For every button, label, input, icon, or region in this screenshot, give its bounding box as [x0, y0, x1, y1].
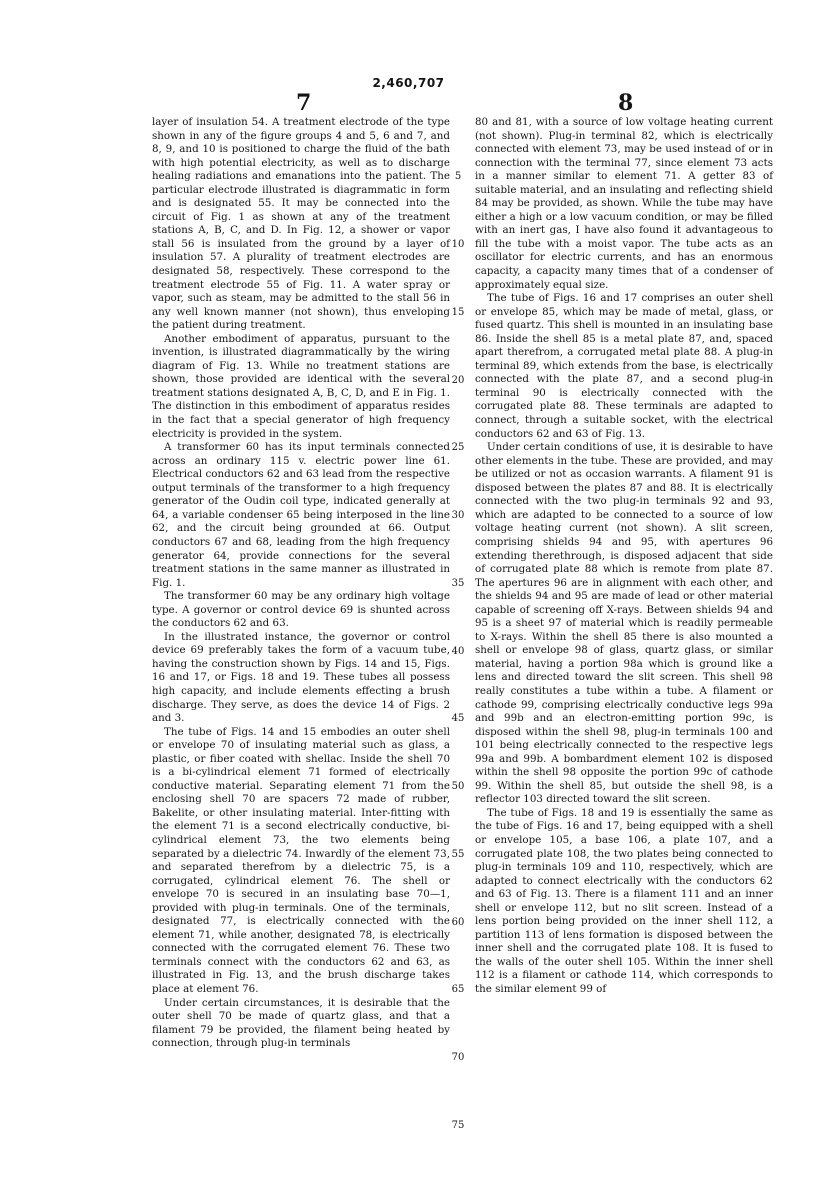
line-number: 50 — [451, 781, 465, 792]
line-number: 10 — [451, 239, 465, 250]
line-number: 15 — [451, 307, 465, 318]
line-number: 55 — [451, 849, 465, 860]
left-paragraph-3: A transformer 60 has its input terminals connected across an ordinary 115 v. electric power line 61. Electrical conductors 62 and 63 lead from the respective output terminals of the transformer to a high frequency generator of the Oudin coil type, indicated generally at 64, a variable condenser 65 being interposed in the line 62, and the circuit being grounded at 66. Output conductors 67 and 68, leading from the high frequency generator 64, provide connections for the several treatment stations in the same manner as illustrated in Fig. 1. — [152, 441, 450, 589]
line-number: 40 — [451, 646, 465, 657]
left-paragraph-7: Under certain circumstances, it is desirable that the outer shell 70 be made of quartz glass, and that a filament 79 be provided, the filament being heated by connection, through plug-in terminals — [152, 996, 450, 1050]
left-paragraph-1: layer of insulation 54. A treatment electrode of the type shown in any of the figure groups 4 and 5, 6 and 7, and 8, 9, and 10 is positioned to charge the fluid of the bath with high potential electricity, as well as to discharge healing radiations and emanations into the patient. The particular electrode illustrated is diagrammatic in form and is designated 55. It may be connected into the circuit of Fig. 1 as shown at any of the treatment stations A, B, C, and D. In Fig. 12, a shower or vapor stall 56 is insulated from the ground by a layer of insulation 57. A plurality of treatment electrodes are designated 58, respectively. These correspond to the treatment electrode 55 of Fig. 11. A water spray or vapor, such as steam, may be admitted to the stall 56 in any well known manner (not shown), thus enveloping the patient during treatment. — [152, 116, 450, 332]
line-number: 70 — [451, 1052, 465, 1063]
line-number: 60 — [451, 917, 465, 928]
left-paragraph-4: The transformer 60 may be any ordinary high voltage type. A governor or control device 69 is shunted across the conductors 62 and 63. — [152, 590, 450, 630]
margin-line-numbers — [448, 116, 472, 1196]
left-paragraph-6: The tube of Figs. 14 and 15 embodies an outer shell or envelope 70 of insulating material such as glass, a plastic, or fiber coated with shellac. Inside the shell 70 is a bi-cylindrical element 71 formed of electrically conductive material. Separating element 71 from the enclosing shell 70 are spacers 72 made of rubber, Bakelite, or other insulating material. Inter-fitting with the element 71 is a second electrically conductive, bi-cylindrical element 73, the two elements being separated by a dielectric 74. Inwardly of the element 73, and separated therefrom by a dielectric 75, is a corrugated, cylindrical element 76. The shell or envelope 70 is secured in an insulating base 70—1, provided with plug-in terminals. One of the terminals, designated 77, is electrically connected with the element 71, while another, designated 78, is electrically connected with the corrugated element 76. These two terminals connect with the conductors 62 and 63, as illustrated in Fig. 13, and the brush discharge takes place at element 76. — [152, 725, 450, 995]
right-paragraph-3: Under certain conditions of use, it is desirable to have other elements in the tube. These are provided, and may be utilized or not as occasion warrants. A filament 91 is disposed between the plates 87 and 88. It is electrically connected with the two plug-in terminals 92 and 93, which are adapted to be connected to a source of low voltage heating current (not shown). A slit screen, comprising shields 94 and 95, with apertures 96 extending therethrough, is disposed adjacent that side of corrugated plate 88 which is remote from plate 87. The apertures 96 are in alignment with each other, and the shields 94 and 95 are made of lead or other material capable of screening off X-rays. Between shields 94 and 95 is a sheet 97 of material which is readily permeable to X-rays. Within the shell 85 there is also mounted a shell or envelope 98 of glass, quartz glass, or similar material, having a portion 98a which is ground like a lens and directed toward the slit screen. This shell 98 really constitutes a tube within a tube. A filament or cathode 99, comprising electrically conductive legs 99a and 99b and an electron-emitting portion 99c, is disposed within the shell 98, plug-in terminals 100 and 101 being electrically connected to the respective legs 99a and 99b. A bombardment element 102 is disposed within the shell 98 opposite the portion 99c of cathode 99. Within the shell 85, but outside the shell 98, is a reflector 103 directed toward the slit screen. — [475, 441, 773, 806]
right-paragraph-4: The tube of Figs. 18 and 19 is essentially the same as the tube of Figs. 16 and 17, being equipped with a shell or envelope 105, a base 106, a plate 107, and a corrugated plate 108, the two plates being connected to plug-in terminals 109 and 110, respectively, which are adapted to connect electrically with the conductors 62 and 63 of Fig. 13. There is a filament 111 and an inner shell or envelope 112, but no slit screen. Instead of a lens portion being provided on the inner shell 112, a partition 113 of lens formation is disposed between the inner shell and the corrugated plate 108. It is fused to the walls of the outer shell 105. Within the inner shell 112 is a filament or cathode 114, which corresponds to the similar element 99 of — [475, 806, 773, 995]
right-column-number: 8 — [618, 90, 634, 116]
line-number: 5 — [454, 171, 462, 182]
right-paragraph-1: 80 and 81, with a source of low voltage heating current (not shown). Plug-in terminal 82, which is electrically connected with element 73, may be used instead of or in connection with the terminal 77, since element 73 acts in a manner similar to element 71. A getter 83 of suitable material, and an insulating and reflecting shield 84 may be provided, as shown. While the tube may have either a high or a low vacuum condition, or may be filled with an inert gas, I have also found it advantageous to fill the tube with a moist vapor. The tube acts as an oscillator for electric currents, and has an enormous capacity, a capacity many times that of a condenser of approximately equal size. — [475, 116, 773, 291]
right-text-column — [475, 116, 773, 997]
left-paragraph-2: Another embodiment of apparatus, pursuant to the invention, is illustrated diagrammatically by the wiring diagram of Fig. 13. While no treatment stations are shown, those provided are identical with the several treatment stations designated A, B, C, D, and E in Fig. 1. The distinction in this embodiment of apparatus resides in the fact that a special generator of high frequency electricity is provided in the system. — [152, 332, 450, 440]
line-number: 30 — [451, 510, 465, 521]
line-number: 75 — [451, 1120, 465, 1131]
line-number: 20 — [451, 375, 465, 386]
line-number: 45 — [451, 713, 465, 724]
line-number: 65 — [451, 984, 465, 995]
left-paragraph-5: In the illustrated instance, the governor or control device 69 preferably takes the form of a vacuum tube, having the construction shown by Figs. 14 and 15, Figs. 16 and 17, or Figs. 18 and 19. These tubes all possess high capacity, and include elements effecting a brush discharge. They serve, as does the device 14 of Figs. 2 and 3. — [152, 630, 450, 725]
line-number: 35 — [451, 578, 465, 589]
right-paragraph-2: The tube of Figs. 16 and 17 comprises an outer shell or envelope 85, which may be made of metal, glass, or fused quartz. This shell is mounted in an insulating base 86. Inside the shell 85 is a metal plate 87, and, spaced apart therefrom, a corrugated metal plate 88. A plug-in terminal 89, which extends from the base, is electrically connected with the plate 87, and a second plug-in terminal 90 is electrically connected with the corrugated plate 88. These terminals are adapted to connect, through a suitable socket, with the electrical conductors 62 and 63 of Fig. 13. — [475, 292, 773, 440]
left-text-column — [152, 116, 450, 1051]
left-column-number: 7 — [296, 90, 312, 116]
patent-number: 2,460,707 — [372, 76, 445, 90]
line-number: 25 — [451, 442, 465, 453]
